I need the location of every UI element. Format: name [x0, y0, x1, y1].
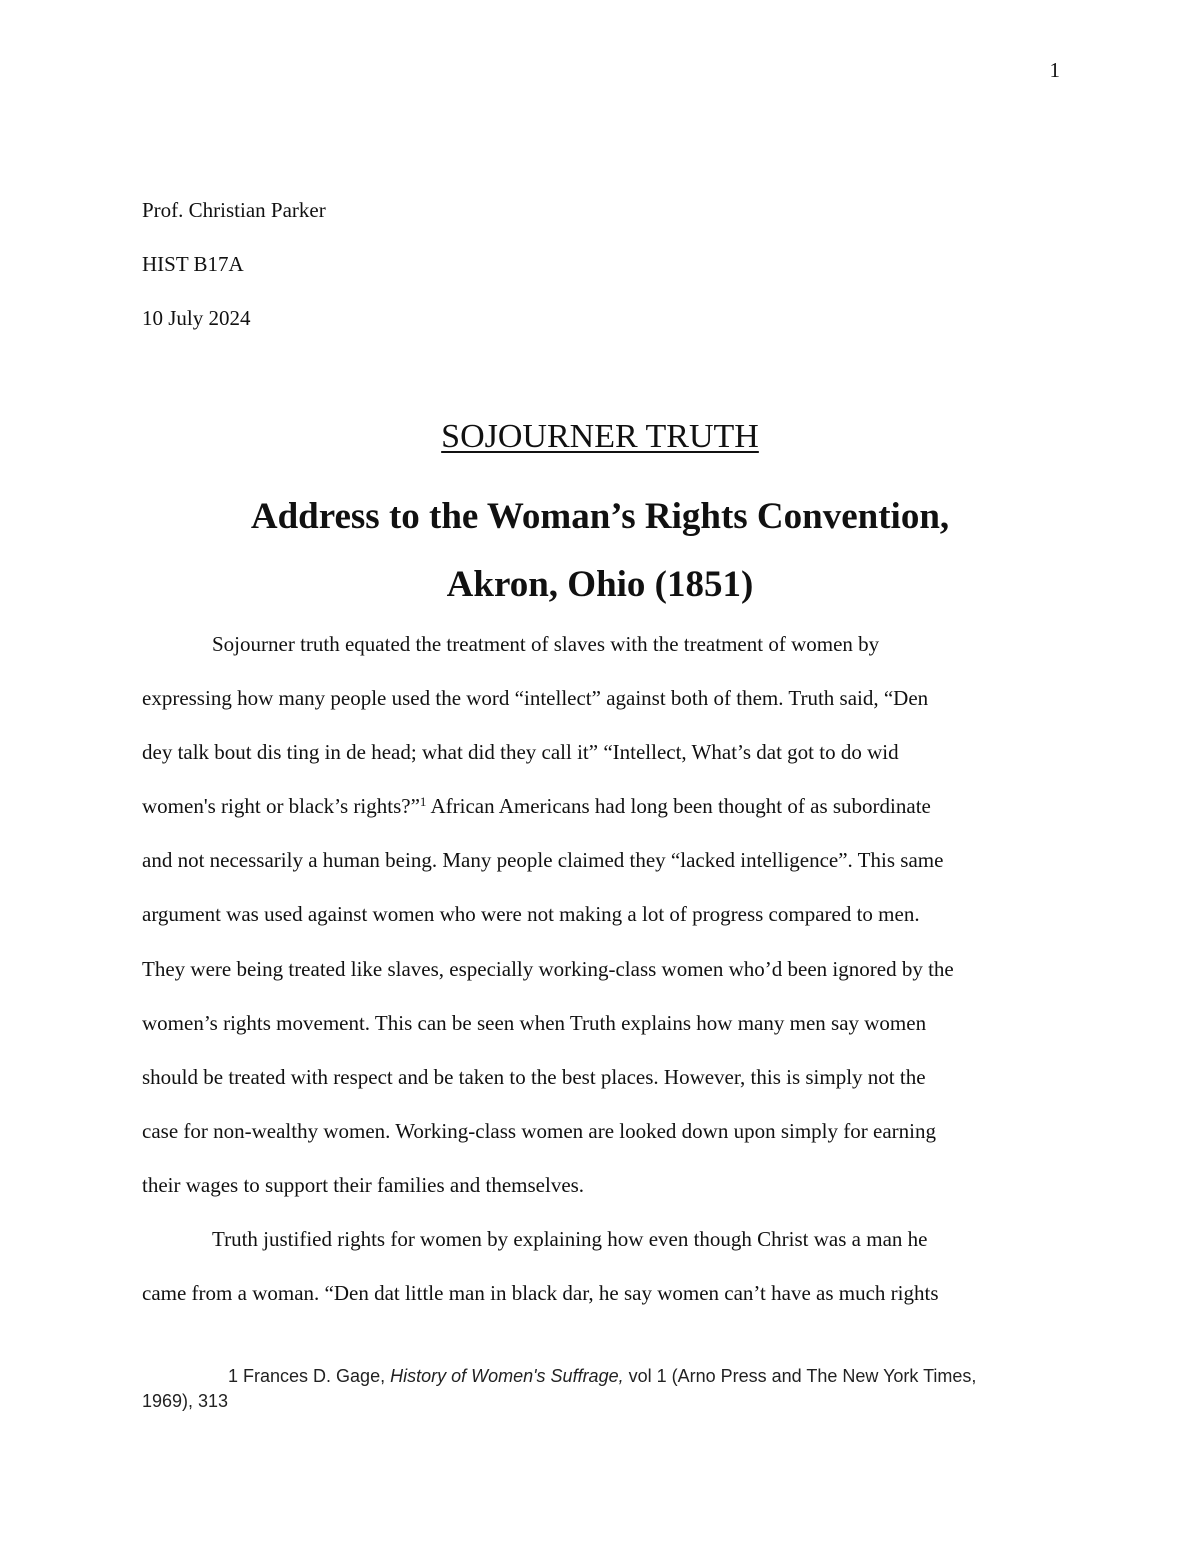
document-title: SOJOURNER TRUTH: [441, 418, 759, 455]
body-line: women’s rights movement. This can be seen when Truth explains how many men say women: [142, 1010, 927, 1035]
page-number: 1: [1049, 58, 1060, 82]
footnote-author: Frances D. Gage,: [238, 1366, 391, 1386]
body-line: They were being treated like slaves, especially working-class women who’d been ignored by the: [142, 956, 954, 981]
body-line: and not necessarily a human being. Many people claimed they “lacked intelligence”. This same: [142, 848, 944, 873]
body-line: Truth justified rights for women by explaining how even though Christ was a man he: [212, 1227, 928, 1252]
footnote-number: 1: [228, 1366, 239, 1386]
body-line: expressing how many people used the word “intellect” against both of them. Truth said, “Den: [142, 686, 929, 711]
course-code: HIST B17A: [142, 252, 244, 276]
footnote: [142, 1364, 1062, 1414]
body-line: argument was used against women who were not making a lot of progress compared to men.: [142, 902, 920, 927]
body-text: African Americans had long been thought of as subordinate: [426, 794, 931, 819]
document-subtitle-line-2: Akron, Ohio (1851): [446, 564, 754, 605]
body-line: Sojourner truth equated the treatment of slaves with the treatment of women by: [212, 632, 880, 656]
document-subtitle-line-1: Address to the Woman’s Rights Convention,: [250, 496, 950, 537]
body-line: came from a woman. “Den dat little man in black dar, he say women can’t have as much rights: [142, 1281, 939, 1306]
document-date: 10 July 2024: [142, 306, 251, 330]
body-line: their wages to support their families and themselves.: [142, 1172, 585, 1197]
header-block: [142, 196, 326, 358]
body-text: women's right or black’s rights?”: [142, 794, 420, 819]
essay-body: [142, 628, 1060, 1331]
footnote-reference: 1: [419, 794, 427, 810]
body-line-with-footnote: [142, 790, 1060, 844]
footnote-line-2: 1969), 313: [142, 1391, 229, 1411]
footnote-publication: vol 1 (Arno Press and The New York Times,: [623, 1366, 977, 1386]
footnote-line-1: [142, 1364, 1062, 1389]
body-line: dey talk bout dis ting in de head; what did they call it” “Intellect, What’s dat got to do wid: [142, 740, 899, 765]
body-line: case for non-wealthy women. Working-class women are looked down upon simply for earning: [142, 1118, 936, 1143]
instructor-name: Prof. Christian Parker: [142, 198, 326, 222]
body-line: should be treated with respect and be taken to the best places. However, this is simply not the: [142, 1064, 926, 1089]
footnote-book-title: History of Women's Suffrage,: [390, 1366, 624, 1386]
